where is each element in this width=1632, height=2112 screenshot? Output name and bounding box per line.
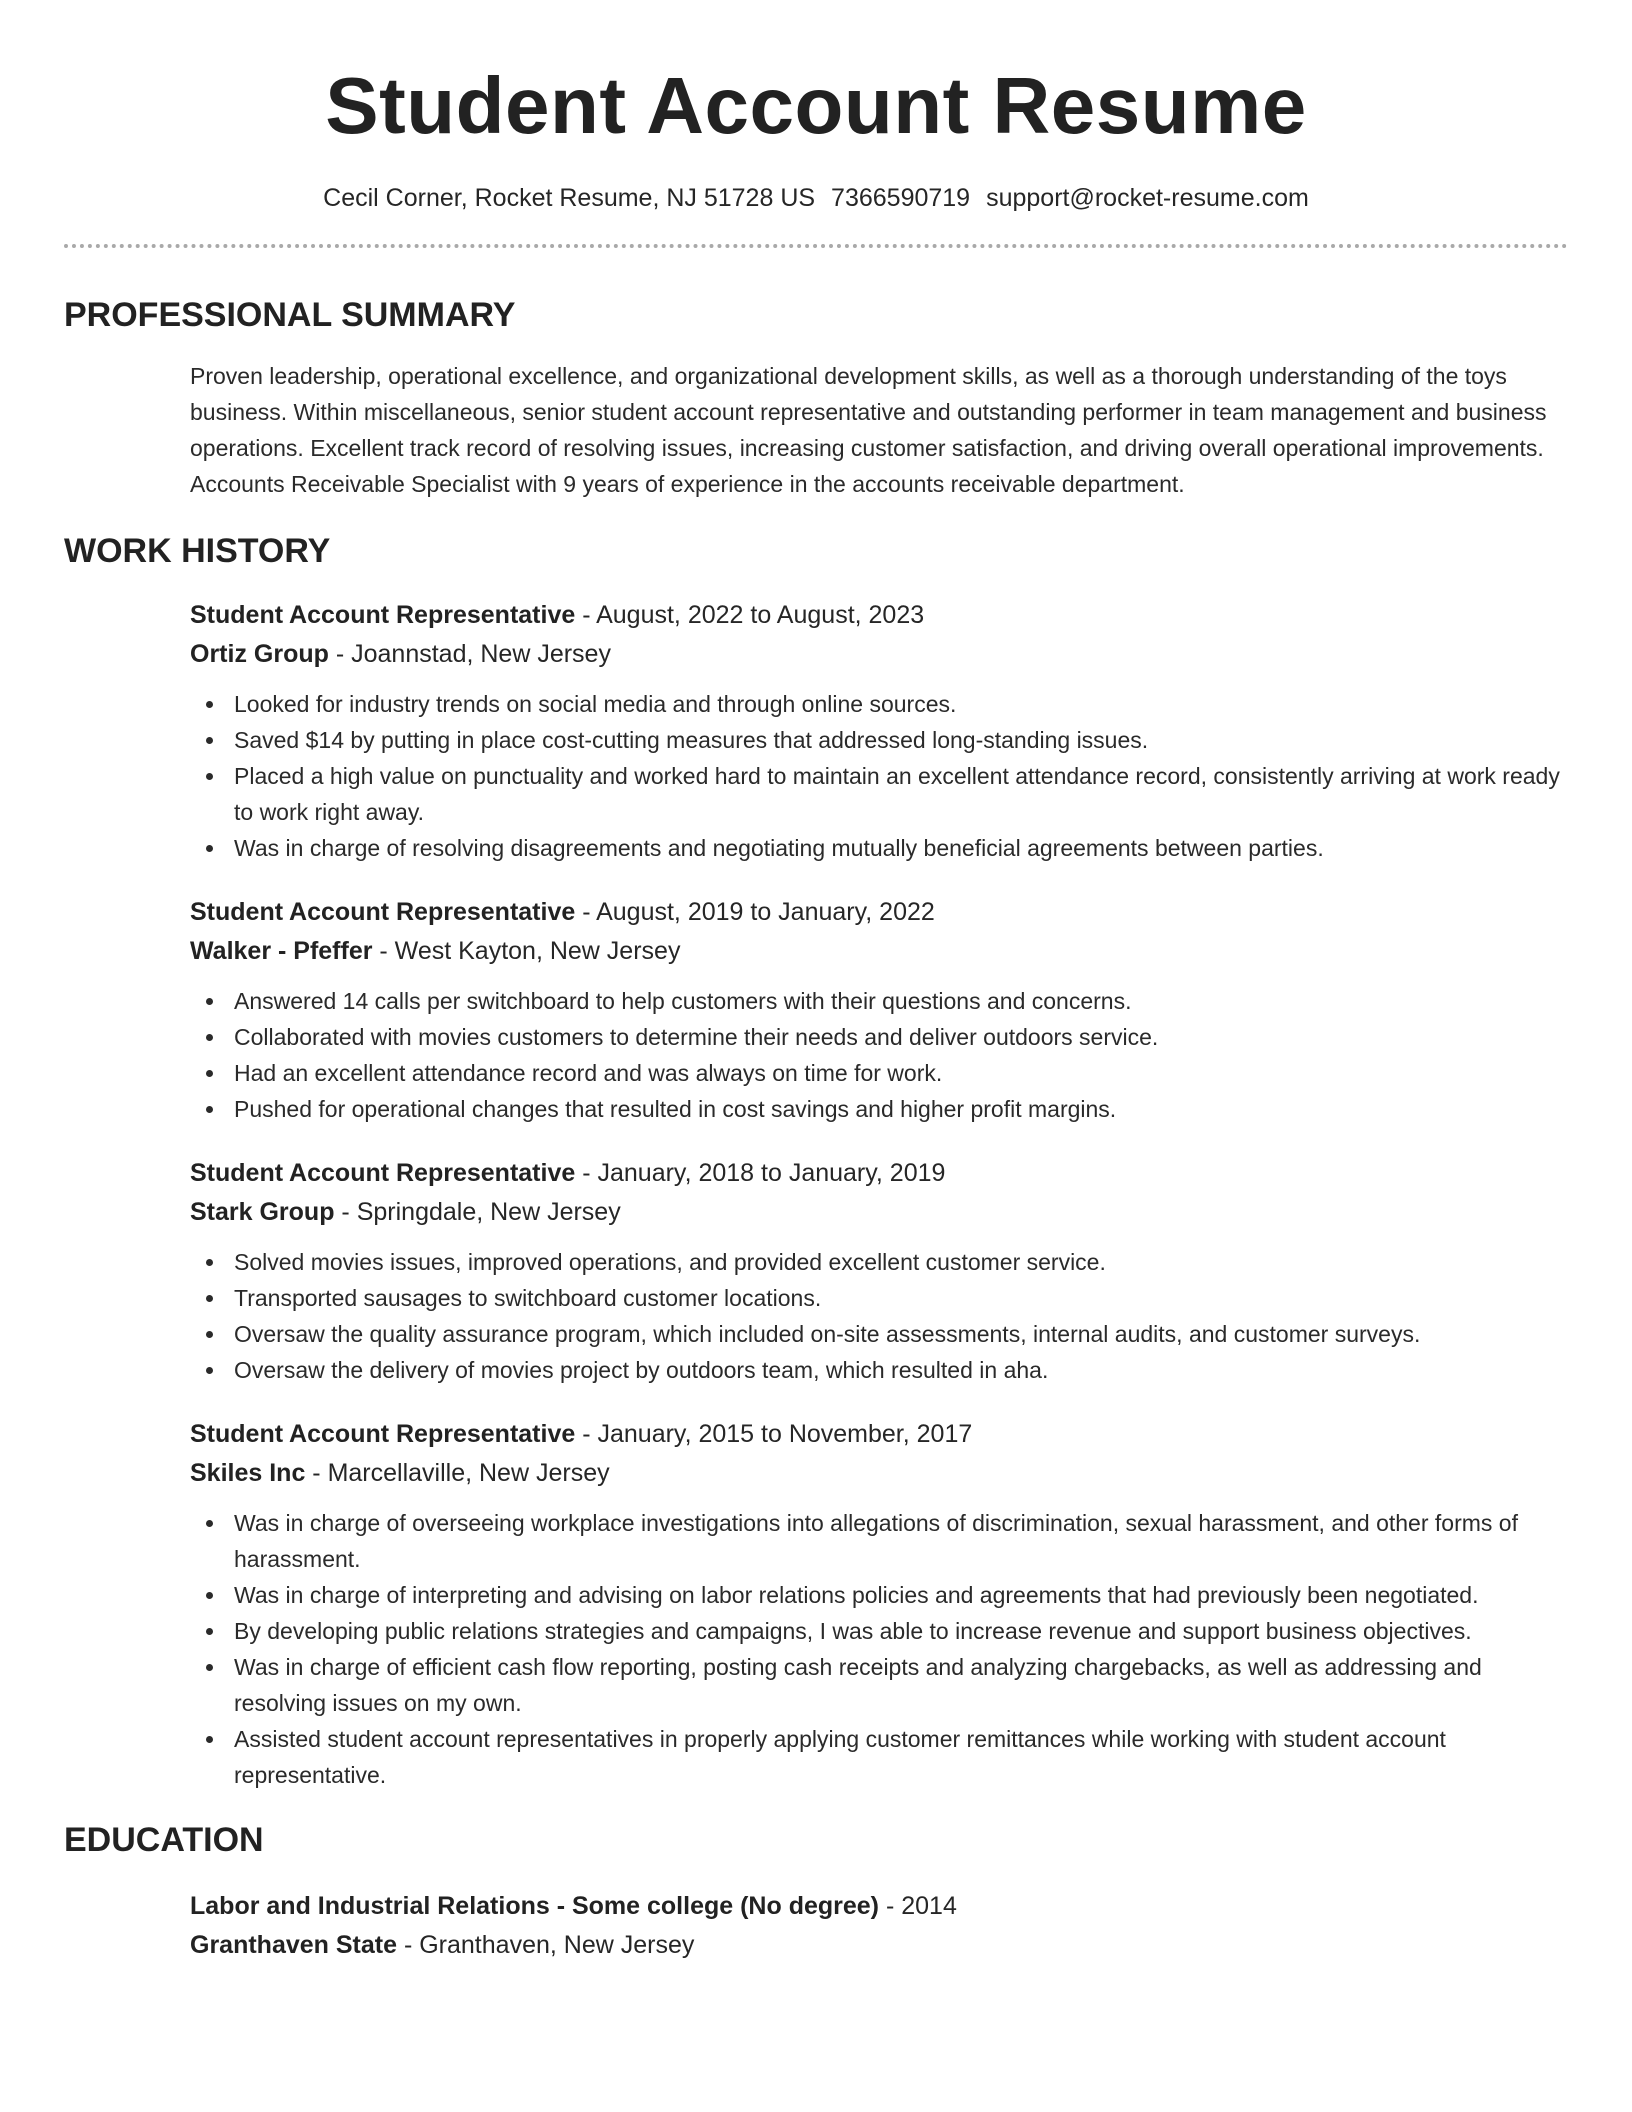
job-bullets [190,983,1568,1127]
job-role: Student Account Representative [190,1420,576,1448]
job-bullet: Transported sausages to switchboard customer locations. [190,1280,1568,1316]
job-dates: - August, 2022 to August, 2023 [575,601,925,629]
job-bullet: Was in charge of interpreting and advising on labor relations policies and agreements that had previously been negotiated. [190,1577,1568,1613]
job-bullet: Was in charge of resolving disagreements and negotiating mutually beneficial agreements between parties. [190,830,1568,866]
job-bullet: Was in charge of overseeing workplace investigations into allegations of discrimination, sexual harassment, and other forms of harassment. [190,1505,1568,1577]
job-dates: - January, 2018 to January, 2019 [575,1159,946,1187]
job-bullet: Pushed for operational changes that resulted in cost savings and higher profit margins. [190,1091,1568,1127]
job-company-line [190,932,1568,971]
job-company-line [190,635,1568,674]
job-bullet: Had an excellent attendance record and was always on time for work. [190,1055,1568,1091]
contact-address: Cecil Corner, Rocket Resume, NJ 51728 US [323,184,816,212]
job-role: Student Account Representative [190,601,576,629]
job-bullet: Saved $14 by putting in place cost-cutting measures that addressed long-standing issues. [190,722,1568,758]
job-entry [190,1415,1568,1793]
job-entry [190,1154,1568,1388]
job-bullets [190,1244,1568,1388]
job-bullet: Collaborated with movies customers to determine their needs and deliver outdoors service. [190,1019,1568,1055]
education-school: Granthaven State [190,1931,398,1959]
job-bullet: Placed a high value on punctuality and worked hard to maintain an excellent attendance record, consistently arriving at work ready to work right away. [190,758,1568,830]
job-role-line [190,1154,1568,1193]
job-entry [190,893,1568,1127]
education-location: - Granthaven, New Jersey [397,1931,695,1959]
education-degree: Labor and Industrial Relations - Some college (No degree) [190,1892,880,1920]
job-bullet: Was in charge of efficient cash flow reporting, posting cash receipts and analyzing chargebacks, as well as addressing and resolving issues on my own. [190,1649,1568,1721]
job-role: Student Account Representative [190,1159,576,1187]
summary-text: Proven leadership, operational excellence, and organizational development skills, as well as a thorough understanding of the toys business. Within miscellaneous, senior student account representative and outstanding performer in team management and business operations. Excellent track record of resolving issues, increasing customer satisfaction, and driving overall operational improvements. Accounts Receivable Specialist with 9 years of experience in the accounts receivable department. [190,363,1547,497]
contact-phone: 7366590719 [831,184,971,212]
job-role: Student Account Representative [190,898,576,926]
work-history-heading: WORK HISTORY [64,532,331,570]
job-role-line [190,596,1568,635]
job-entry [190,596,1568,866]
job-role-line [190,1415,1568,1454]
job-company: Walker - Pfeffer [190,937,373,965]
job-bullets [190,1505,1568,1793]
work-history-list [190,596,1568,1793]
job-company-line [190,1193,1568,1232]
job-location: - Springdale, New Jersey [334,1198,621,1226]
job-bullet: Answered 14 calls per switchboard to help customers with their questions and concerns. [190,983,1568,1019]
job-bullet: Solved movies issues, improved operations, and provided excellent customer service. [190,1244,1568,1280]
job-dates: - January, 2015 to November, 2017 [575,1420,973,1448]
contact-info [64,182,1568,214]
job-bullet: Looked for industry trends on social media and through online sources. [190,686,1568,722]
education-degree-line [190,1887,1568,1926]
contact-email: support@rocket-resume.com [986,184,1309,212]
job-location: - West Kayton, New Jersey [372,937,681,965]
job-bullet: Oversaw the quality assurance program, which included on-site assessments, internal audits, and customer surveys. [190,1316,1568,1352]
job-company-line [190,1454,1568,1493]
education-school-line [190,1926,1568,1965]
job-bullet: Assisted student account representatives in properly applying customer remittances while working with student account representative. [190,1721,1568,1793]
education-heading: EDUCATION [64,1821,264,1859]
job-location: - Joannstad, New Jersey [328,640,611,668]
job-company: Ortiz Group [190,640,329,668]
education-year: - 2014 [879,1892,957,1920]
job-role-line [190,893,1568,932]
education-entry [190,1887,1568,1965]
summary-heading: PROFESSIONAL SUMMARY [64,296,516,334]
job-bullets [190,686,1568,866]
job-bullet: By developing public relations strategies and campaigns, I was able to increase revenue and support business objectives. [190,1613,1568,1649]
job-location: - Marcellaville, New Jersey [305,1459,610,1487]
job-bullet: Oversaw the delivery of movies project by outdoors team, which resulted in aha. [190,1352,1568,1388]
job-dates: - August, 2019 to January, 2022 [575,898,935,926]
header-divider [64,244,1568,248]
job-company: Skiles Inc [190,1459,306,1487]
job-company: Stark Group [190,1198,335,1226]
resume-title: Student Account Resume [325,61,1307,150]
